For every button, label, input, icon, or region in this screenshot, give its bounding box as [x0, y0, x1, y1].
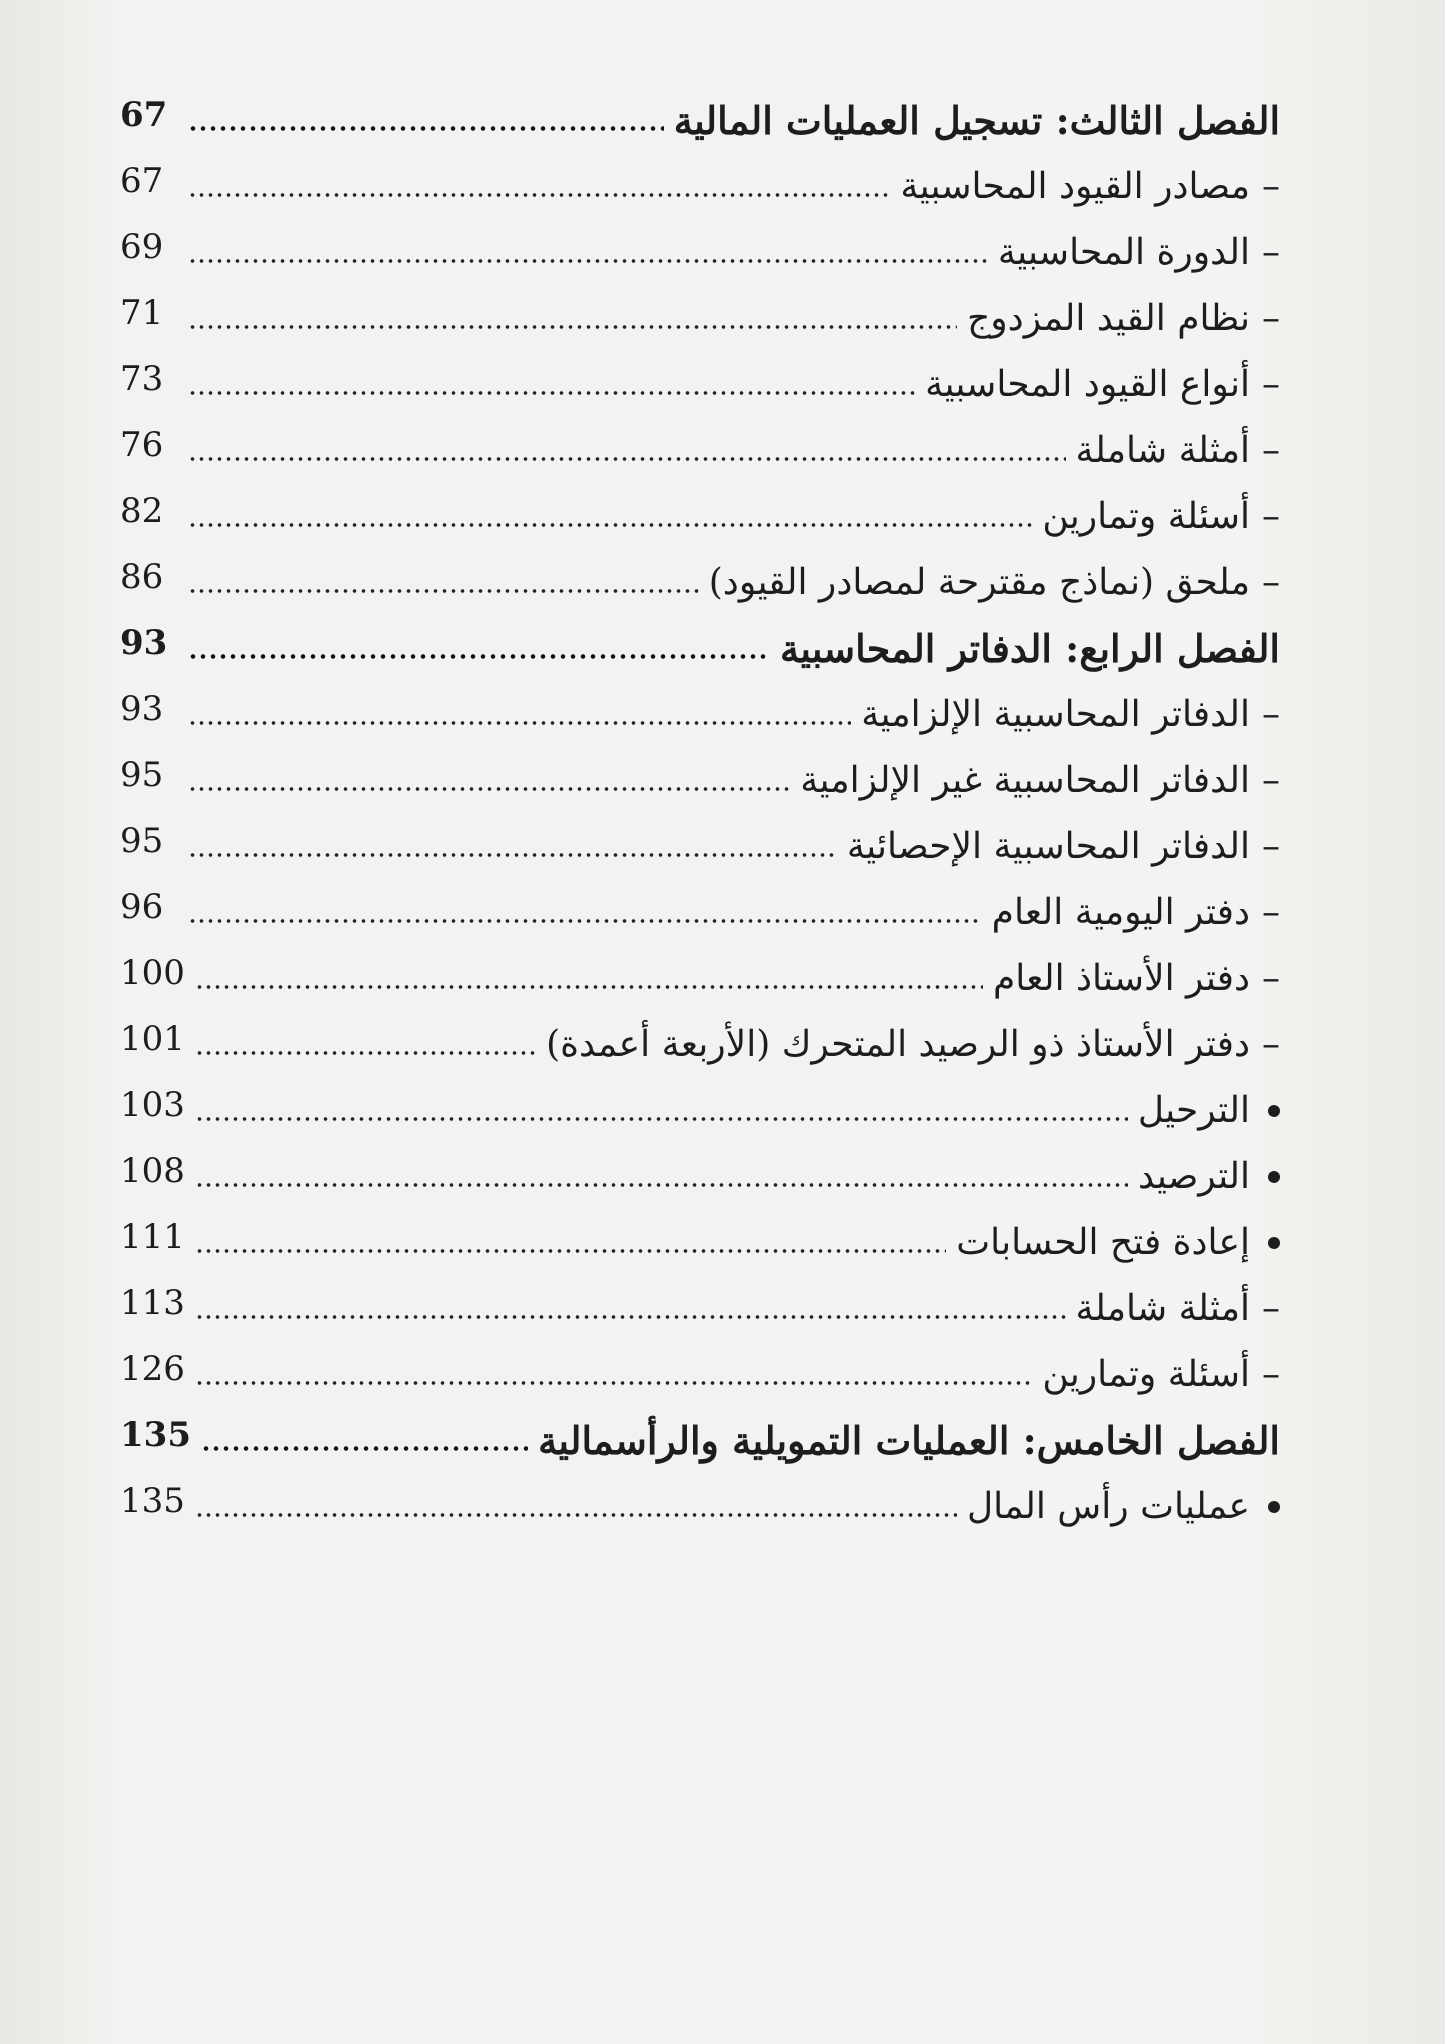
entry-title: نظام القيد المزدوج — [967, 298, 1250, 339]
page-number: 67 — [120, 95, 168, 135]
toc-chapter-row[interactable] — [120, 603, 1280, 673]
toc-bullet-row[interactable] — [120, 1065, 1342, 1135]
toc-entry-row[interactable] — [120, 1263, 1320, 1333]
toc-entry-row[interactable] — [120, 1329, 1320, 1399]
dot-leader — [195, 985, 983, 989]
dot-leader — [195, 1315, 1066, 1319]
toc-chapter-row[interactable] — [120, 1395, 1280, 1465]
chapter-title: الفصل الثالث: تسجيل العمليات المالية — [673, 98, 1280, 143]
toc-entry-row[interactable] — [120, 339, 1320, 409]
page-number: 76 — [120, 425, 164, 465]
toc-bullet-row[interactable] — [120, 1197, 1342, 1267]
page-number: 69 — [120, 227, 164, 267]
page-number: 73 — [120, 359, 164, 399]
entry-title: أسئلة وتمارين — [1042, 496, 1250, 537]
page-number: 67 — [120, 161, 164, 201]
dot-leader — [188, 919, 982, 923]
dash-marker: – — [1262, 298, 1280, 339]
dot-leader — [188, 523, 1032, 527]
page-number: 95 — [120, 821, 164, 861]
page-number: 95 — [120, 755, 164, 795]
page-number: 135 — [120, 1481, 185, 1521]
toc-entry-row[interactable] — [120, 273, 1320, 343]
dot-leader — [188, 126, 664, 131]
entry-title: الدفاتر المحاسبية الإحصائية — [846, 826, 1250, 867]
dot-leader — [188, 259, 988, 263]
toc-bullet-row[interactable] — [120, 1131, 1342, 1201]
dash-marker: – — [1262, 232, 1280, 273]
dash-marker: – — [1262, 694, 1280, 735]
bullet-marker — [1268, 1171, 1280, 1183]
chapter-title: الفصل الخامس: العمليات التمويلية والرأسمالية — [538, 1418, 1280, 1463]
toc-bullet-row[interactable] — [120, 1461, 1342, 1531]
dash-marker: – — [1262, 1288, 1280, 1329]
page-number: 108 — [120, 1151, 185, 1191]
entry-title: إعادة فتح الحسابات — [956, 1222, 1250, 1263]
dot-leader — [195, 1051, 536, 1055]
page-number: 96 — [120, 887, 164, 927]
dot-leader — [188, 193, 890, 197]
dot-leader — [195, 1249, 946, 1253]
page-number: 93 — [120, 689, 164, 729]
dot-leader — [188, 589, 699, 593]
page-number: 103 — [120, 1085, 185, 1125]
entry-title: أمثلة شاملة — [1075, 1288, 1250, 1329]
dot-leader — [188, 457, 1066, 461]
toc-entry-row[interactable] — [120, 669, 1320, 739]
dot-leader — [188, 853, 837, 857]
dot-leader — [188, 654, 770, 659]
page-number: 101 — [120, 1019, 185, 1059]
page-number: 71 — [120, 293, 164, 333]
dot-leader — [195, 1513, 957, 1517]
dash-marker: – — [1262, 562, 1280, 603]
page-number: 100 — [120, 953, 185, 993]
toc-entry-row[interactable] — [120, 405, 1320, 475]
page-number: 126 — [120, 1349, 185, 1389]
toc-entry-row[interactable] — [120, 999, 1320, 1069]
entry-title: الدفاتر المحاسبية الإلزامية — [861, 694, 1250, 735]
dash-marker: – — [1262, 430, 1280, 471]
dash-marker: – — [1262, 364, 1280, 405]
toc-entry-row[interactable] — [120, 471, 1320, 541]
toc-entry-row[interactable] — [120, 801, 1320, 871]
page-number: 93 — [120, 623, 168, 663]
dash-marker: – — [1262, 1024, 1280, 1065]
entry-title: أسئلة وتمارين — [1042, 1354, 1250, 1395]
dash-marker: – — [1262, 1354, 1280, 1395]
dot-leader — [201, 1446, 528, 1451]
dash-marker: – — [1262, 166, 1280, 207]
dash-marker: – — [1262, 496, 1280, 537]
toc-entry-row[interactable] — [120, 867, 1320, 937]
entry-title: الدورة المحاسبية — [997, 232, 1250, 273]
page-number: 86 — [120, 557, 164, 597]
page-number: 111 — [120, 1217, 185, 1257]
dash-marker: – — [1262, 892, 1280, 933]
dash-marker: – — [1262, 826, 1280, 867]
dot-leader — [188, 391, 915, 395]
entry-title: أمثلة شاملة — [1075, 430, 1250, 471]
page-number: 113 — [120, 1283, 185, 1323]
entry-title: الدفاتر المحاسبية غير الإلزامية — [800, 760, 1250, 801]
dash-marker: – — [1262, 958, 1280, 999]
bullet-marker — [1268, 1501, 1280, 1513]
entry-title: الترصيد — [1137, 1156, 1250, 1197]
bullet-marker — [1268, 1237, 1280, 1249]
dot-leader — [195, 1381, 1032, 1385]
chapter-title: الفصل الرابع: الدفاتر المحاسبية — [780, 626, 1280, 671]
bullet-marker — [1268, 1105, 1280, 1117]
dot-leader — [195, 1183, 1128, 1187]
entry-title: دفتر الأستاذ ذو الرصيد المتحرك (الأربعة أعمدة) — [546, 1024, 1250, 1065]
entry-title: مصادر القيود المحاسبية — [900, 166, 1250, 207]
entry-title: دفتر الأستاذ العام — [992, 958, 1250, 999]
toc-chapter-row[interactable] — [120, 75, 1280, 145]
dot-leader — [188, 787, 790, 791]
dot-leader — [195, 1117, 1128, 1121]
toc-entry-row[interactable] — [120, 735, 1320, 805]
toc-entry-row[interactable] — [120, 207, 1320, 277]
toc-entry-row[interactable] — [120, 933, 1320, 1003]
entry-title: دفتر اليومية العام — [991, 892, 1250, 933]
entry-title: الترحيل — [1137, 1090, 1250, 1131]
dot-leader — [188, 721, 851, 725]
dash-marker: – — [1262, 760, 1280, 801]
toc-entry-row[interactable] — [120, 537, 1320, 607]
toc-entry-row[interactable] — [120, 141, 1320, 211]
page-number: 82 — [120, 491, 164, 531]
entry-title: عمليات رأس المال — [966, 1486, 1250, 1527]
entry-title: أنواع القيود المحاسبية — [925, 364, 1250, 405]
dot-leader — [188, 325, 957, 329]
entry-title: ملحق (نماذج مقترحة لمصادر القيود) — [708, 562, 1250, 603]
page-number: 135 — [120, 1415, 191, 1455]
